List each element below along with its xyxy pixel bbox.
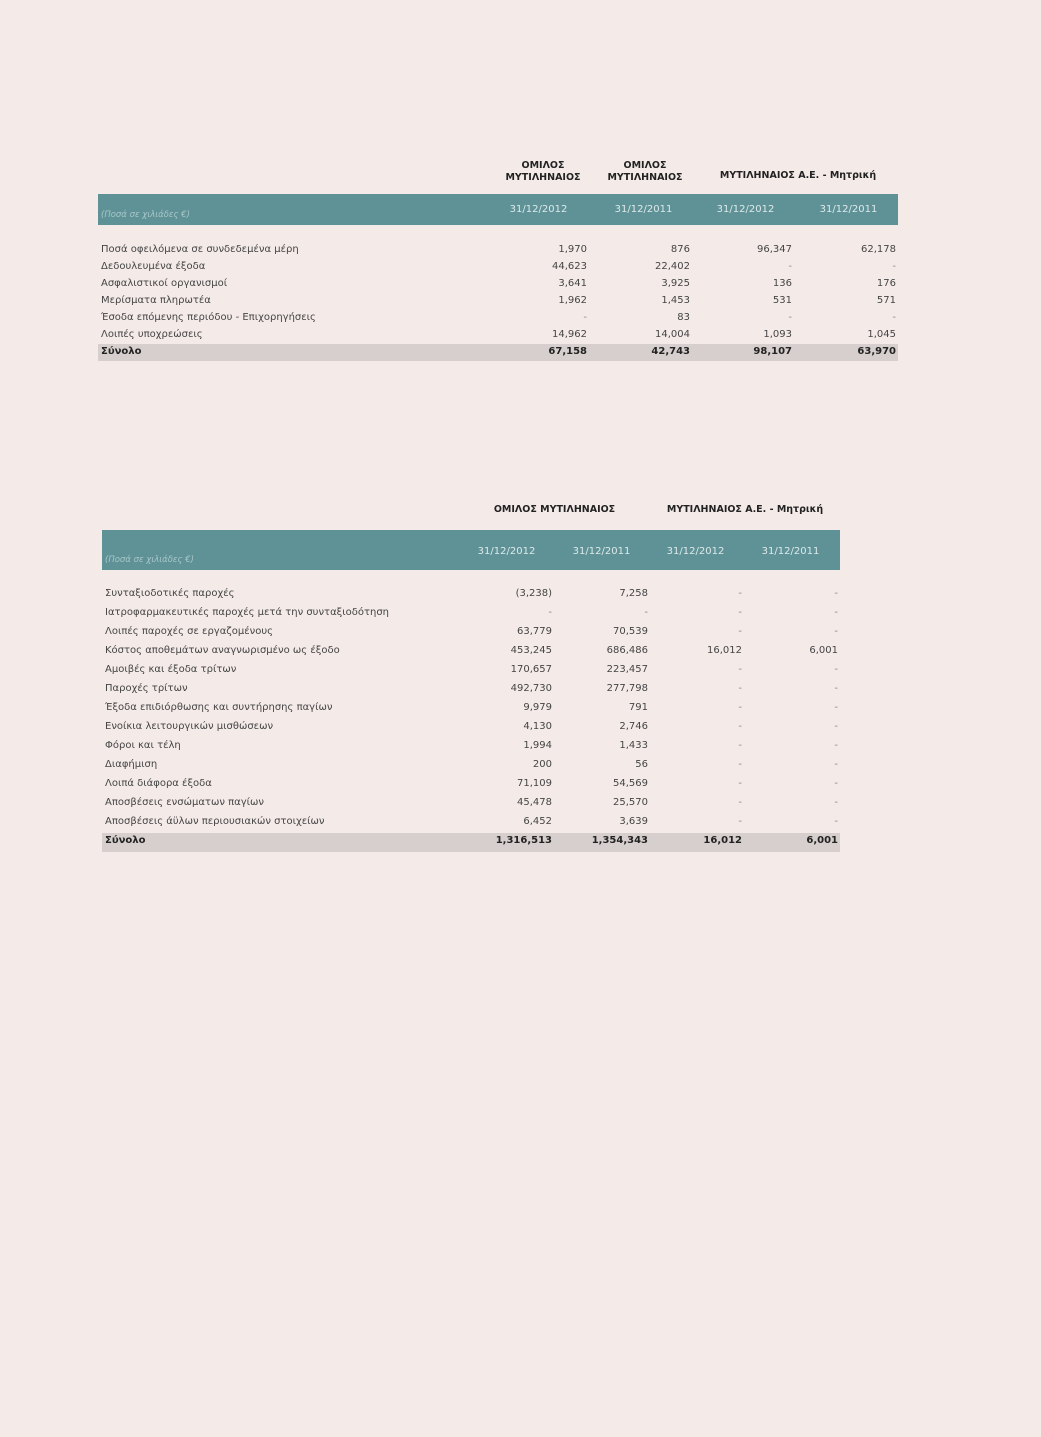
cell-value: - — [834, 759, 838, 770]
cell-value: - — [834, 607, 838, 618]
row-label: Φόροι και τέλη — [105, 740, 181, 751]
cell-value: 2,746 — [619, 721, 648, 732]
cell-value: 1,970 — [558, 244, 587, 255]
cell-value: 70,539 — [613, 626, 648, 637]
cell-value: 1,994 — [523, 740, 552, 751]
total-row — [98, 344, 898, 361]
row-label: Ασφαλιστικοί οργανισμοί — [101, 278, 228, 289]
row-label: Έξοδα επιδιόρθωσης και συντήρησης παγίων — [105, 702, 333, 713]
cell-value: - — [738, 759, 742, 770]
cell-value: 1,453 — [661, 295, 690, 306]
cell-value: 4,130 — [523, 721, 552, 732]
cell-value: 531 — [772, 295, 792, 306]
row-label: Αποσβέσεις άϋλων περιουσιακών στοιχείων — [105, 816, 325, 827]
table-row — [102, 738, 840, 757]
cell-value: - — [834, 702, 838, 713]
row-label: Λοιπά διάφορα έξοδα — [105, 778, 212, 789]
cell-value: 223,457 — [606, 664, 648, 675]
cell-value: 16,012 — [703, 835, 742, 846]
cell-value: 45,478 — [517, 797, 552, 808]
date-header: 31/12/2012 — [477, 546, 536, 557]
cell-value: 9,979 — [523, 702, 552, 713]
table-row — [98, 259, 898, 276]
cell-value: - — [583, 312, 587, 323]
cell-value: 6,001 — [806, 835, 838, 846]
cell-value: 54,569 — [613, 778, 648, 789]
table-row — [98, 276, 898, 293]
table-row — [98, 327, 898, 344]
unit-label: (Ποσά σε χιλιάδες €) — [101, 210, 190, 220]
cell-value: 6,001 — [809, 645, 838, 656]
cell-value: 16,012 — [707, 645, 742, 656]
row-label: Έσοδα επόμενης περιόδου - Επιχορηγήσεις — [101, 312, 316, 323]
cell-value: 62,178 — [861, 244, 896, 255]
cell-value: 25,570 — [613, 797, 648, 808]
row-label: Ενοίκια λειτουργικών μισθώσεων — [105, 721, 274, 732]
table-row — [102, 643, 840, 662]
row-label: Συνταξιοδοτικές παροχές — [105, 588, 235, 599]
row-label: Ποσά οφειλόμενα σε συνδεδεμένα μέρη — [101, 244, 299, 255]
cell-value: 14,962 — [552, 329, 587, 340]
cell-value: 3,641 — [558, 278, 587, 289]
cell-value: 42,743 — [651, 346, 690, 357]
cell-value: 791 — [628, 702, 648, 713]
cell-value: 1,962 — [558, 295, 587, 306]
row-label: Αμοιβές και έξοδα τρίτων — [105, 664, 237, 675]
cell-value: - — [788, 312, 792, 323]
cell-value: - — [834, 816, 838, 827]
table-row — [102, 681, 840, 700]
date-header: 31/12/2012 — [509, 204, 568, 215]
row-label: Διαφήμιση — [105, 759, 158, 770]
group-header-1: ΟΜΙΛΟΣ ΜΥΤΙΛΗΝΑΙΟΣ — [493, 504, 616, 515]
table-row — [102, 719, 840, 738]
cell-value: - — [738, 683, 742, 694]
group-header-1: ΟΜΙΛΟΣ ΜΥΤΙΛΗΝΑΙΟΣ — [505, 160, 581, 183]
table-row — [102, 757, 840, 776]
unit-label: (Ποσά σε χιλιάδες €) — [105, 555, 194, 565]
cell-value: 686,486 — [606, 645, 648, 656]
cell-value: - — [738, 778, 742, 789]
row-label: Ιατροφαρμακευτικές παροχές μετά την συνταξιοδότηση — [105, 607, 390, 618]
table-row — [102, 814, 840, 833]
cell-value: - — [892, 261, 896, 272]
table-row — [98, 293, 898, 310]
cell-value: 44,623 — [552, 261, 587, 272]
row-label: Λοιπές υποχρεώσεις — [101, 329, 203, 340]
cell-value: - — [834, 683, 838, 694]
row-label: Δεδουλευμένα έξοδα — [101, 261, 206, 272]
header-band — [102, 530, 840, 570]
group-header-3: ΜΥΤΙΛΗΝΑΙΟΣ Α.Ε. - Μητρική — [719, 170, 877, 181]
group-header-2: ΟΜΙΛΟΣ ΜΥΤΙΛΗΝΑΙΟΣ — [607, 160, 683, 183]
row-label: Κόστος αποθεμάτων αναγνωρισμένο ως έξοδο — [105, 645, 340, 656]
table-row — [102, 624, 840, 643]
cell-value: - — [892, 312, 896, 323]
cell-value: 200 — [532, 759, 552, 770]
total-row — [102, 833, 840, 852]
cell-value: - — [834, 740, 838, 751]
cell-value: 492,730 — [510, 683, 552, 694]
table-group-header — [102, 496, 840, 530]
cell-value: 1,316,513 — [495, 835, 552, 846]
liabilities-table — [98, 160, 898, 361]
cell-value: 71,109 — [517, 778, 552, 789]
cell-value: 3,639 — [619, 816, 648, 827]
cell-value: 14,004 — [655, 329, 690, 340]
group-header-2: ΜΥΤΙΛΗΝΑΙΟΣ Α.Ε. - Μητρική — [666, 504, 824, 515]
cell-value: - — [834, 797, 838, 808]
table-row — [102, 586, 840, 605]
cell-value: - — [738, 664, 742, 675]
cell-value: 7,258 — [619, 588, 648, 599]
date-header: 31/12/2011 — [819, 204, 878, 215]
cell-value: - — [834, 721, 838, 732]
date-header: 31/12/2012 — [716, 204, 775, 215]
table-group-header — [98, 160, 898, 194]
table-row — [98, 242, 898, 259]
table-body — [98, 242, 898, 361]
cell-value: - — [738, 721, 742, 732]
total-label: Σύνολο — [101, 346, 142, 357]
row-label: Αποσβέσεις ενσώματων παγίων — [105, 797, 264, 808]
date-header: 31/12/2012 — [666, 546, 725, 557]
date-header: 31/12/2011 — [614, 204, 673, 215]
cell-value: - — [738, 797, 742, 808]
table-row — [102, 605, 840, 624]
date-header: 31/12/2011 — [761, 546, 820, 557]
cell-value: 98,107 — [753, 346, 792, 357]
table-row — [102, 662, 840, 681]
cell-value: 277,798 — [606, 683, 648, 694]
cell-value: 96,347 — [757, 244, 792, 255]
cell-value: 63,970 — [857, 346, 896, 357]
cell-value: 83 — [677, 312, 690, 323]
cell-value: 67,158 — [548, 346, 587, 357]
date-header: 31/12/2011 — [572, 546, 631, 557]
cell-value: 1,093 — [763, 329, 792, 340]
cell-value: 170,657 — [510, 664, 552, 675]
cell-value: - — [738, 702, 742, 713]
cell-value: 56 — [635, 759, 648, 770]
total-label: Σύνολο — [105, 835, 146, 846]
row-label: Παροχές τρίτων — [105, 683, 188, 694]
row-label: Μερίσματα πληρωτέα — [101, 295, 211, 306]
cell-value: 1,354,343 — [591, 835, 648, 846]
cell-value: - — [834, 588, 838, 599]
cell-value: - — [738, 588, 742, 599]
cell-value: 1,433 — [619, 740, 648, 751]
cell-value: 22,402 — [655, 261, 690, 272]
cell-value: 63,779 — [517, 626, 552, 637]
cell-value: - — [738, 816, 742, 827]
cell-value: - — [834, 778, 838, 789]
row-label: Λοιπές παροχές σε εργαζομένους — [105, 626, 273, 637]
table-row — [102, 776, 840, 795]
cell-value: 876 — [670, 244, 690, 255]
cell-value: - — [548, 607, 552, 618]
cell-value: 176 — [876, 278, 896, 289]
table-row — [102, 795, 840, 814]
cell-value: - — [644, 607, 648, 618]
cell-value: - — [834, 626, 838, 637]
cell-value: 3,925 — [661, 278, 690, 289]
table-body — [102, 586, 840, 852]
cell-value: - — [834, 664, 838, 675]
cell-value: - — [738, 626, 742, 637]
cell-value: 6,452 — [523, 816, 552, 827]
cell-value: 453,245 — [510, 645, 552, 656]
cell-value: 136 — [772, 278, 792, 289]
table-row — [102, 700, 840, 719]
expenses-table — [102, 496, 840, 852]
cell-value: - — [788, 261, 792, 272]
cell-value: 1,045 — [867, 329, 896, 340]
header-band — [98, 194, 898, 225]
table-row — [98, 310, 898, 327]
cell-value: - — [738, 607, 742, 618]
cell-value: - — [738, 740, 742, 751]
cell-value: 571 — [876, 295, 896, 306]
cell-value: (3,238) — [515, 588, 552, 599]
